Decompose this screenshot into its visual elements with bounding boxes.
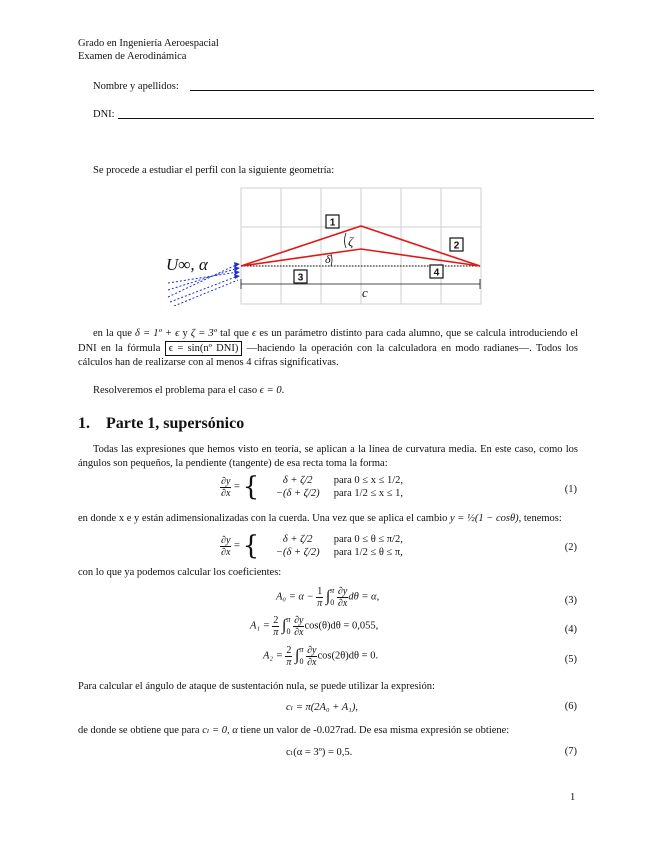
box-label-4: 4: [433, 267, 440, 279]
zeta-arc: [345, 233, 347, 248]
equation-7: cₗ(α = 3º) = 0,5.: [286, 747, 353, 758]
header-exam: Examen de Aerodinámica: [78, 51, 187, 62]
equation-5-number: (5): [564, 654, 577, 665]
freestream-label: U∞, α: [166, 255, 208, 274]
name-label: Nombre y apellidos:: [93, 81, 179, 92]
equation-6-number: (6): [564, 701, 577, 712]
dni-label: DNI:: [93, 109, 115, 120]
equation-1: $\frac{\partial y}{\partial x}$ = { δ + ζ/2 para 0 ≤ x ≤ 1/2, −(δ + ζ/2) para 1/2 ≤ x ≤ 1,: [221, 472, 403, 502]
paragraph-result: de donde se obtiene que para cₗ = 0, α tiene un valor de -0.027rad. De esa misma expresión se obtiene:: [78, 725, 510, 736]
box-label-1: 1: [329, 217, 336, 229]
equation-2: $\frac{\partial y}{\partial x}$ = { δ + ζ/2 para 0 ≤ θ ≤ π/2, −(δ + ζ/2) para 1/2 ≤ θ ≤ π,: [221, 531, 403, 561]
paragraph-geometry: en la que δ = 1º + ϵ y ζ = 3º tal que ϵ es un parámetro distinto para cada alumno, que se calcula introduciendo el DNI en la fórmula ϵ = sin(nº DNI) —haciendo la operación con la calculadora en modo radianes—. Todos los cálculos han de realizarse con al menos 4 cifras significativas.: [78, 328, 579, 368]
header-program: Grado en Ingeniería Aeroespacial: [78, 38, 219, 49]
equation-6: cₗ = π(2A₀ + A₁),: [286, 702, 358, 713]
chord-label: c: [362, 285, 368, 300]
equation-3: A₀ = α − $\frac{1}{\pi}$ ∫π 0 $\frac{\partial y}{\partial x}$ dθ = α,: [276, 585, 380, 609]
equation-3-number: (3): [564, 595, 577, 606]
name-field-line[interactable]: [190, 90, 594, 91]
header: [78, 37, 219, 63]
intro-text: Se procede a estudiar el perfil con la siguiente geometría:: [93, 165, 335, 176]
section-name: Parte 1, supersónico: [106, 415, 245, 432]
box-label-2: 2: [453, 240, 460, 252]
paragraph-change: en donde x e y están adimensionalizadas con la cuerda. Una vez que se aplica el cambio y = ½(1 − cosθ), tenemos:: [78, 513, 562, 524]
airfoil-figure: [150, 186, 490, 306]
paragraph-coefficients: con lo que ya podemos calcular los coeficientes:: [78, 567, 282, 578]
box-label-3: 3: [297, 272, 304, 284]
equation-4: A₁ = $\frac{2}{\pi}$ ∫π 0 $\frac{\partial y}{\partial x}$ cos(θ)dθ = 0,055,: [250, 614, 379, 638]
section-number: 1.: [78, 415, 90, 432]
section-title: [78, 415, 244, 433]
paragraph-slope: Todas las expresiones que hemos visto en teoría, se aplican a la línea de curvatura media. En este caso, como los ángulos son pequeños, la pendiente (tangente) de esa recta toma la forma:: [78, 444, 578, 469]
arrow-heads: [234, 262, 240, 279]
zeta-label: ζ: [348, 234, 354, 249]
delta-label: δ: [325, 252, 331, 266]
paragraph-zero-lift: Para calcular el ángulo de ataque de sustentación nula, se puede utilizar la expresión:: [78, 681, 435, 692]
equation-4-number: (4): [564, 624, 577, 635]
equation-7-number: (7): [564, 746, 577, 757]
formula-box: ϵ = sin(nº DNI): [165, 341, 243, 356]
paragraph-case: Resolveremos el problema para el caso ϵ = 0.: [93, 385, 285, 396]
equation-1-number: (1): [564, 484, 577, 495]
equation-5: A₂ = $\frac{2}{\pi}$ ∫π 0 $\frac{\partial y}{\partial x}$ cos(2θ)dθ = 0.: [263, 644, 379, 668]
delta-arc: [331, 254, 332, 266]
equation-2-number: (2): [564, 542, 577, 553]
figure-grid: [241, 188, 481, 304]
dni-field-line[interactable]: [118, 118, 594, 119]
page-number: 1: [570, 792, 576, 803]
